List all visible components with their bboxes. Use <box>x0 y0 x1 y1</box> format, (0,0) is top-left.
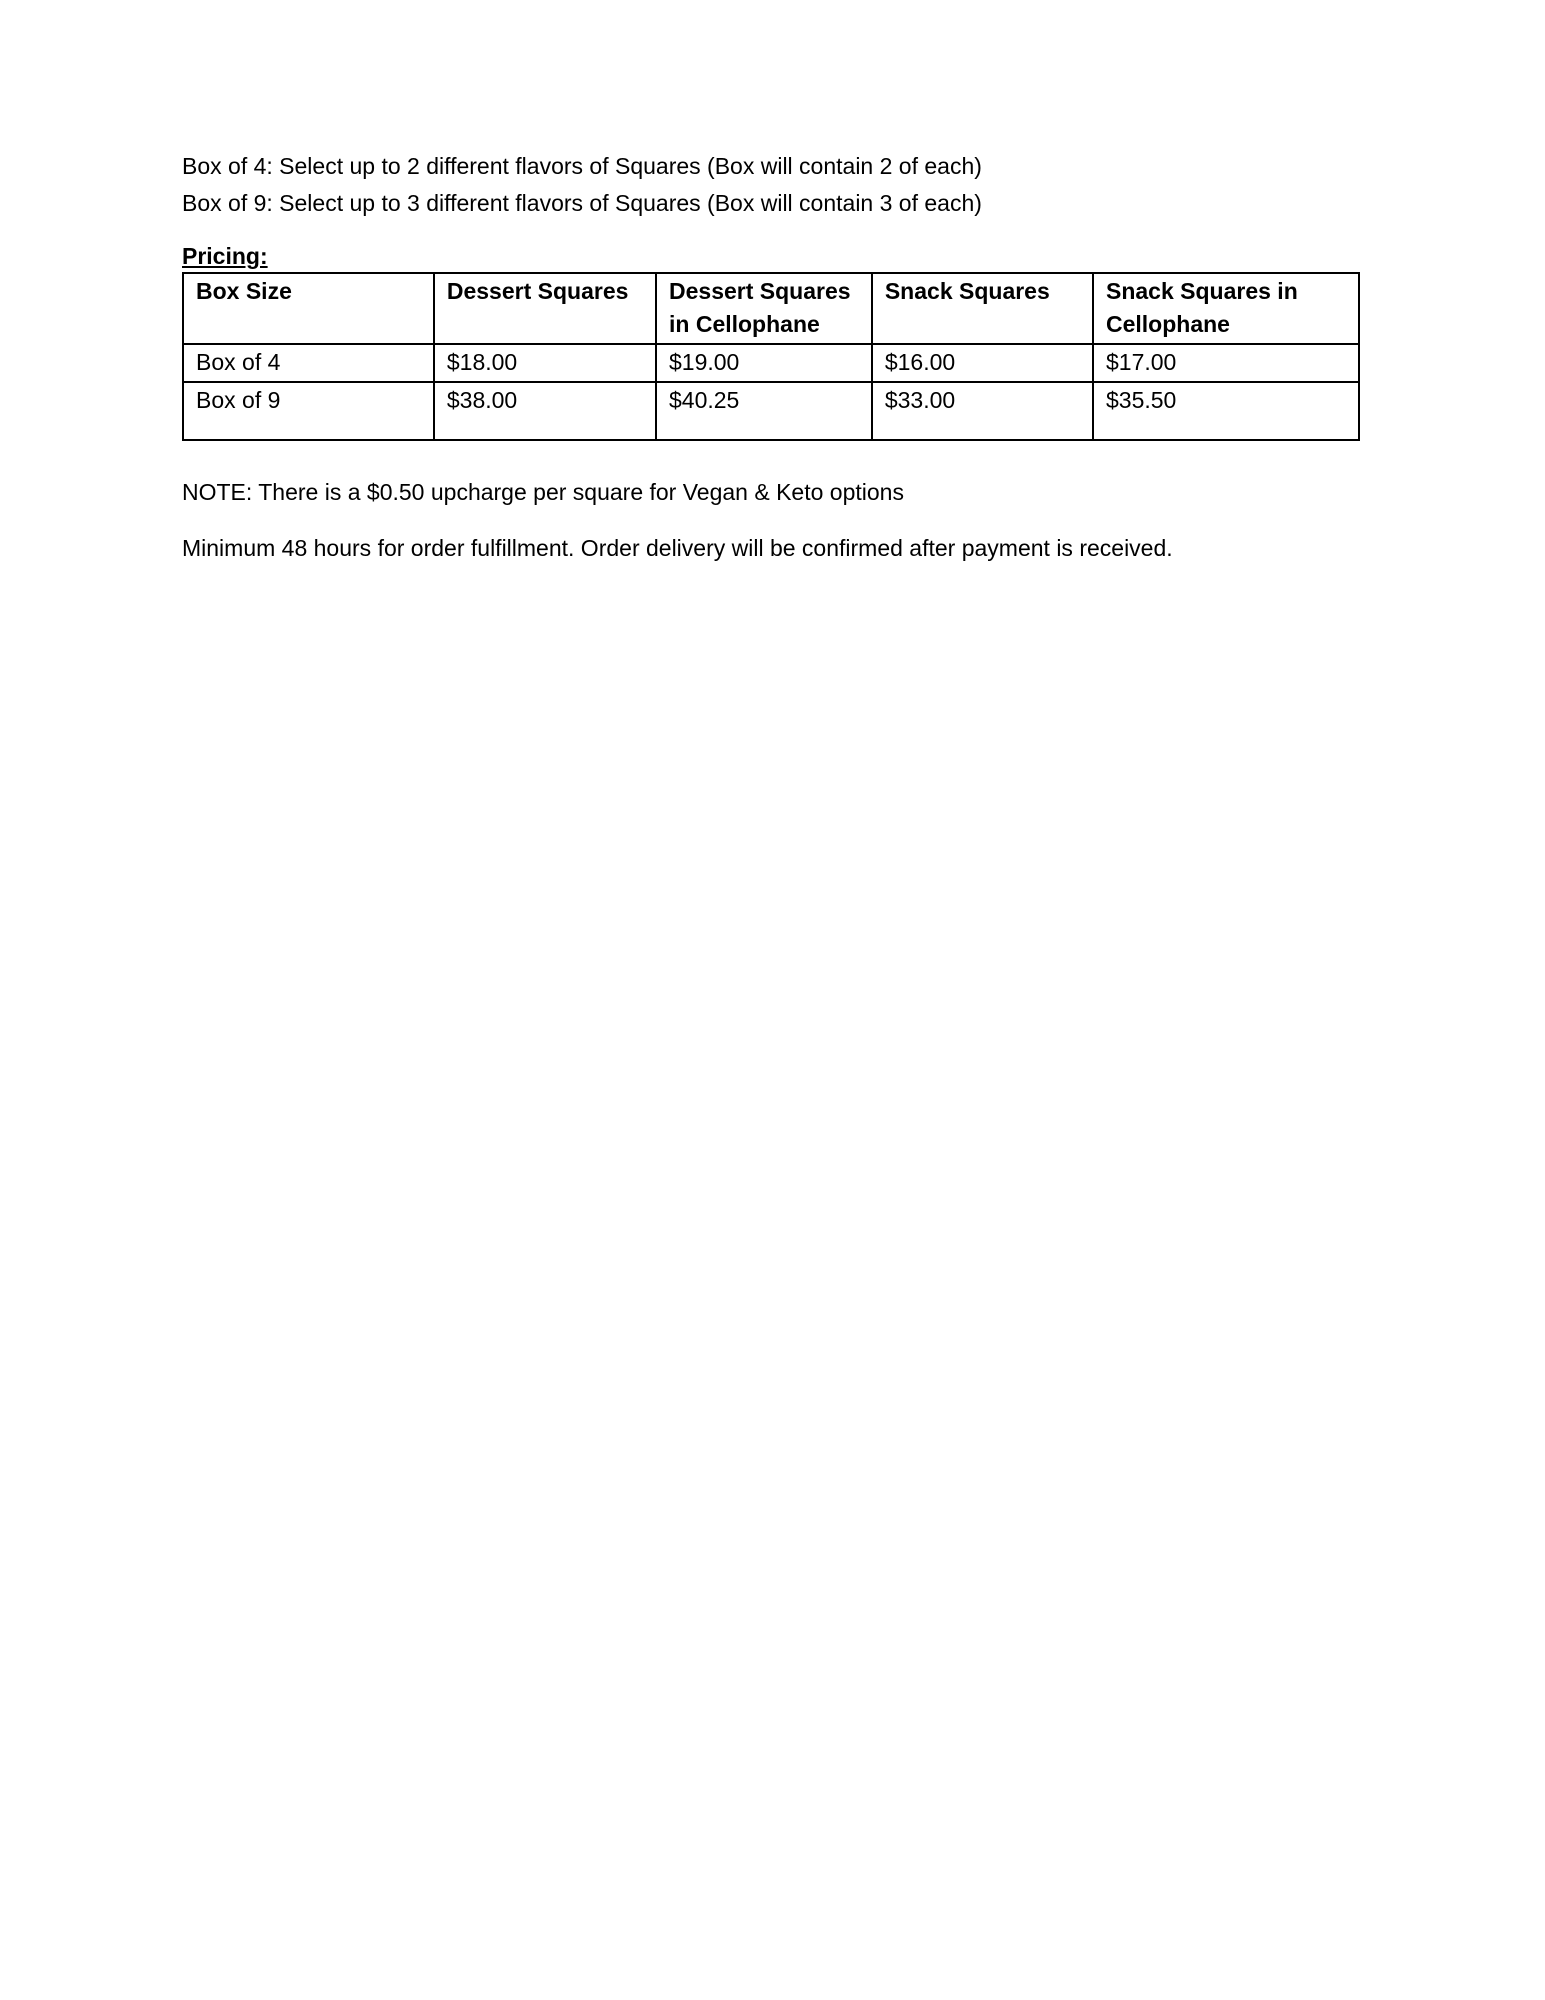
cell-dessert-squares-cellophane-price: $40.25 <box>656 382 872 440</box>
cell-snack-squares-price: $33.00 <box>872 382 1093 440</box>
cell-snack-squares-cellophane-price: $35.50 <box>1093 382 1359 440</box>
cell-box-size: Box of 9 <box>183 382 434 440</box>
header-dessert-squares-cellophane: Dessert Squares in Cellophane <box>656 273 872 344</box>
cell-dessert-squares-cellophane-price: $19.00 <box>656 344 872 382</box>
document-page <box>182 148 1362 565</box>
cell-box-size: Box of 4 <box>183 344 434 382</box>
pricing-table <box>182 272 1360 441</box>
table-header-row <box>183 273 1359 344</box>
table-row <box>183 344 1359 382</box>
table-row <box>183 382 1359 440</box>
pricing-heading: Pricing: <box>182 243 268 269</box>
cell-dessert-squares-price: $38.00 <box>434 382 656 440</box>
header-snack-squares-cellophane: Snack Squares in Cellophane <box>1093 273 1359 344</box>
cell-snack-squares-cellophane-price: $17.00 <box>1093 344 1359 382</box>
cell-dessert-squares-price: $18.00 <box>434 344 656 382</box>
fulfillment-note: Minimum 48 hours for order fulfillment. Order delivery will be confirmed after payment is received. <box>182 535 1173 561</box>
header-snack-squares: Snack Squares <box>872 273 1093 344</box>
upcharge-note: NOTE: There is a $0.50 upcharge per square for Vegan & Keto options <box>182 479 904 505</box>
header-box-size: Box Size <box>183 273 434 344</box>
header-dessert-squares: Dessert Squares <box>434 273 656 344</box>
cell-snack-squares-price: $16.00 <box>872 344 1093 382</box>
box-of-4-instruction: Box of 4: Select up to 2 different flavors of Squares (Box will contain 2 of each) <box>182 153 982 179</box>
box-of-9-instruction: Box of 9: Select up to 3 different flavors of Squares (Box will contain 3 of each) <box>182 190 982 216</box>
